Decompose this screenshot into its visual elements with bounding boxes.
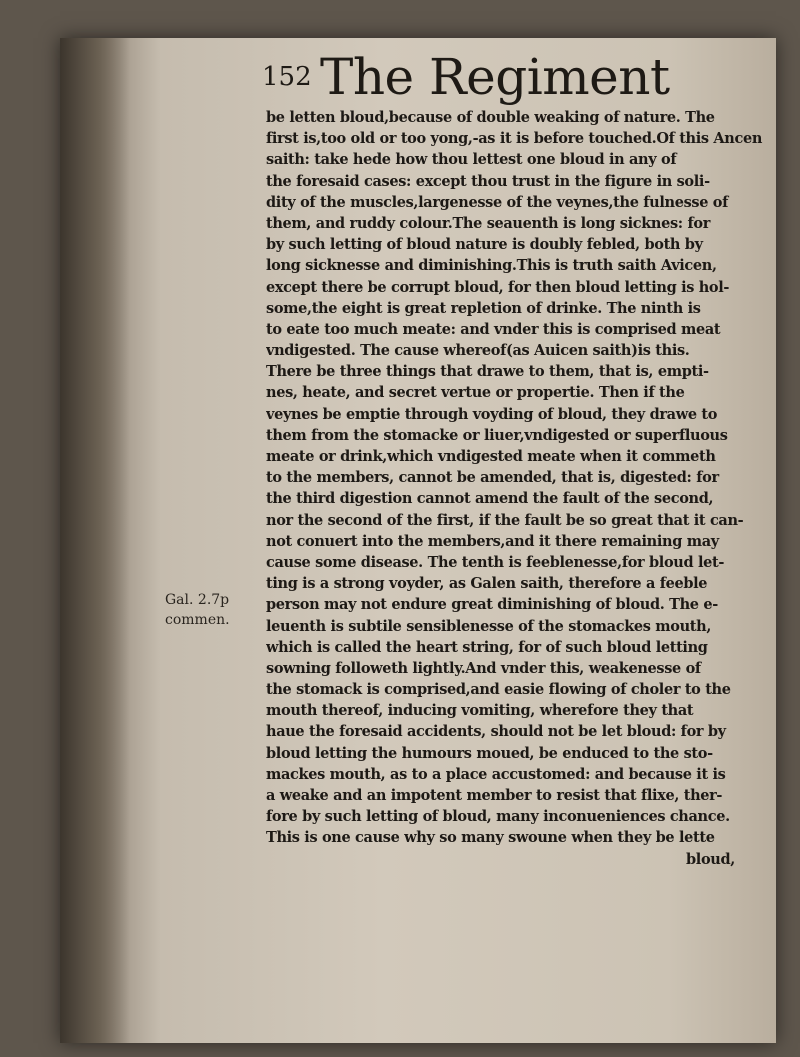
text-line: There be three things that drawe to them, that is, empti- — [266, 363, 709, 381]
text-line: sowning followeth lightly.And vnder this, weakenesse of — [266, 659, 701, 677]
text-line: leuenth is subtile sensiblenesse of the stomackes mouth, — [266, 617, 712, 635]
text-line: which is called the heart string, for of such bloud letting — [266, 638, 708, 656]
text-line: a weake and an impotent member to resist that flixe, ther- — [266, 787, 723, 804]
text-line: mackes mouth, as to a place accustomed: and because it is — [266, 765, 726, 783]
text-line: meate or drink,which vndigested meate when it commeth — [266, 448, 716, 465]
text-line: nes, heate, and secret vertue or propertie. Then if the — [266, 384, 685, 402]
running-title: The Regiment — [320, 48, 670, 106]
text-line: fore by such letting of bloud, many inconueniences chance. — [266, 808, 730, 826]
text-line: haue the foresaid accidents, should not be let bloud: for by — [266, 723, 726, 741]
margin-note — [165, 590, 255, 630]
margin-note-line: commen. — [165, 612, 230, 628]
text-line-catchword: bloud, — [686, 850, 735, 868]
body-text — [266, 107, 766, 870]
text-line: them from the stomacke or liuer,vndigested or superfluous — [266, 426, 728, 444]
text-line: ting is a strong voyder, as Galen saith, therefore a feeble — [266, 575, 708, 593]
text-line: some,the eight is great repletion of drinke. The ninth is — [266, 299, 701, 317]
text-line: person may not endure great diminishing of bloud. The e- — [266, 596, 718, 614]
text-line: to the members, cannot be amended, that is, digested: for — [266, 469, 719, 487]
running-header — [262, 48, 682, 104]
text-line: the third digestion cannot amend the fault of the second, — [266, 490, 714, 508]
text-line: to eate too much meate: and vnder this is comprised meat — [266, 320, 721, 338]
text-line: the stomack is comprised,and easie flowing of choler to the — [266, 681, 731, 699]
text-line: except there be corrupt bloud, for then bloud letting is hol- — [266, 278, 730, 296]
text-line: cause some disease. The tenth is feeblenesse,for bloud let- — [266, 553, 725, 571]
text-line: long sicknesse and diminishing.This is truth saith Avicen, — [266, 257, 717, 275]
text-line: bloud letting the humours moued, be enduced to the sto- — [266, 744, 713, 762]
text-line: saith: take hede how thou lettest one bloud in any of — [266, 151, 677, 169]
text-line: not conuert into the members,and it there remaining may — [266, 532, 719, 550]
page-number: 152 — [262, 62, 312, 92]
text-line: dity of the muscles,largenesse of the veynes,the fulnesse of — [266, 193, 728, 211]
text-line: by such letting of bloud nature is doubly febled, both by — [266, 236, 703, 254]
text-line: them, and ruddy colour.The seauenth is long sicknes: for — [266, 214, 710, 232]
text-line: nor the second of the first, if the fault be so great that it can- — [266, 511, 744, 529]
text-line: be letten bloud,because of double weaking of nature. The — [266, 109, 715, 126]
text-line: mouth thereof, inducing vomiting, wherefore they that — [266, 702, 694, 720]
text-line: veynes be emptie through voyding of bloud, they drawe to — [266, 405, 718, 423]
text-line: the foresaid cases: except thou trust in the figure in soli- — [266, 172, 710, 190]
margin-note-line: Gal. 2.7p — [165, 592, 230, 608]
book-gutter-shadow — [60, 38, 130, 1043]
text-line: vndigested. The cause whereof(as Auicen saith)is this. — [266, 342, 690, 360]
text-line: first is,too old or too yong,-as it is before touched.Of this Ancen — [266, 130, 763, 148]
text-line: This is one cause why so many swoune when they be lette — [266, 829, 715, 847]
